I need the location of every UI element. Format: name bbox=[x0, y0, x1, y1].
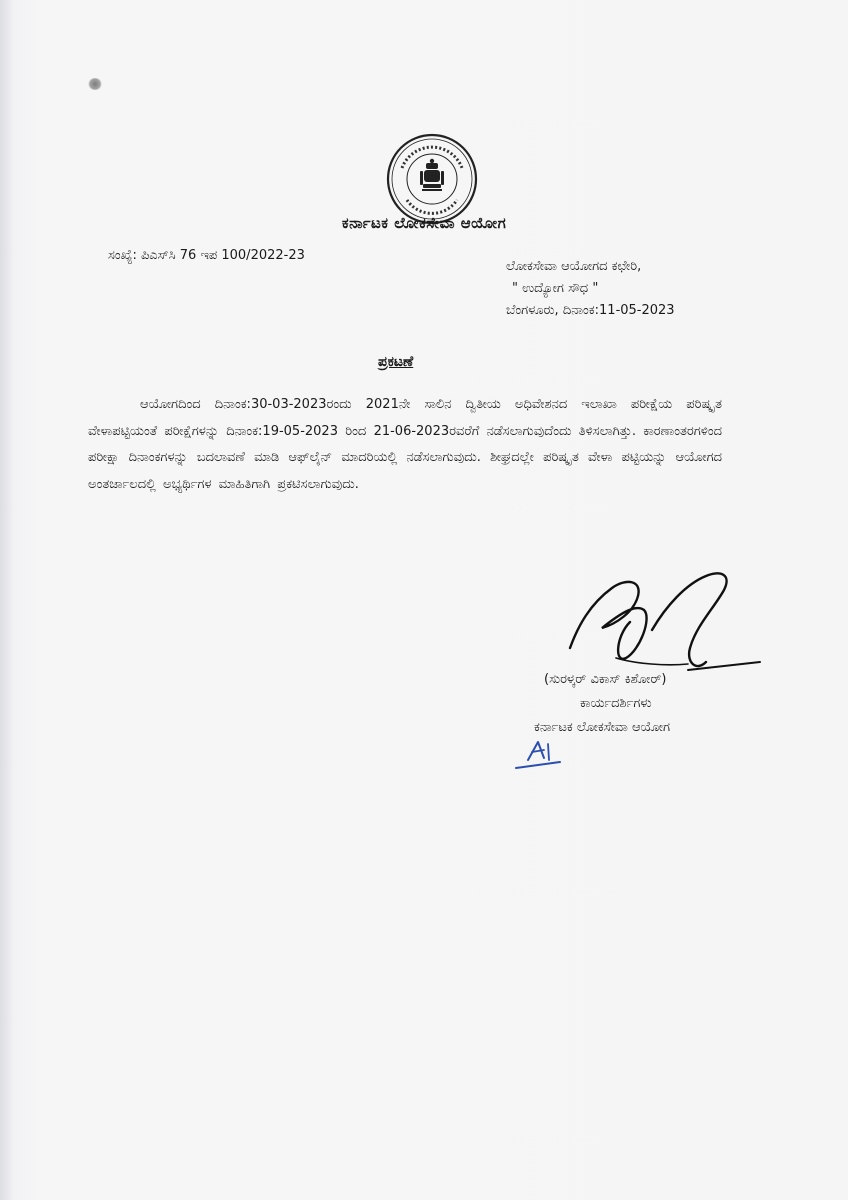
signatory-name: (ಸುರಳ್ಕರ್ ವಿಕಾಸ್ ಕಿಶೋರ್) bbox=[544, 672, 667, 687]
signatory-block bbox=[528, 668, 758, 740]
notice-title: ಪ್ರಕಟಣೆ bbox=[378, 354, 414, 370]
office-line-1: ಲೋಕಸೇವಾ ಆಯೋಗದ ಕಛೇರಿ, bbox=[506, 259, 642, 274]
organization-heading: ಕರ್ನಾಟಕ ಲೋಕಸೇವಾ ಆಯೋಗ bbox=[341, 214, 507, 232]
punch-hole bbox=[88, 78, 102, 90]
reference-number: ಸಂಖ್ಯೆ: ಪಿಎಸ್‌ಸಿ 76 ಇಪ 100/2022-23 bbox=[108, 248, 305, 263]
karnataka-emblem-icon bbox=[420, 159, 444, 191]
commission-seal bbox=[385, 132, 479, 226]
signatory-organization: ಕರ್ನಾಟಕ ಲೋಕಸೇವಾ ಆಯೋಗ bbox=[534, 720, 671, 735]
place-date: ಬೆಂಗಳೂರು, ದಿನಾಂಕ:11-05-2023 bbox=[506, 303, 675, 318]
office-address-block bbox=[506, 256, 721, 322]
office-line-2: " ಉದ್ಯೋಗ ಸೌಧ " bbox=[512, 281, 599, 296]
handwritten-initials bbox=[512, 738, 564, 770]
notice-body: ಆಯೋಗದಿಂದ ದಿನಾಂಕ:30-03-2023ರಂದು 2021ನೇ ಸಾಲಿನ ದ್ವಿತೀಯ ಅಧಿವೇಶನದ ಇಲಾಖಾ ಪರೀಕ್ಷೆಯ ಪರಿಷ್ಕೃತ ವೇಳಾಪಟ್ಟಿಯಂತೆ ಪರೀಕ್ಷೆಗಳನ್ನು ದಿನಾಂಕ:19-05-2023 ರಿಂದ 21-06-2023ರವರೆಗೆ ನಡೆಸಲಾಗುವುದೆಂದು ತಿಳಿಸಲಾಗಿತ್ತು. ಕಾರಣಾಂತರಗಳಿಂದ ಪರೀಕ್ಷಾ ದಿನಾಂಕಗಳನ್ನು ಬದಲಾವಣೆ ಮಾಡಿ ಆಫ್‌ಲೈನ್ ಮಾದರಿಯಲ್ಲಿ ನಡೆಸಲಾಗುವುದು. ಶೀಘ್ರದಲ್ಲೇ ಪರಿಷ್ಕೃತ ವೇಳಾ ಪಟ್ಟಿಯನ್ನು ಆಯೋಗದ ಅಂತರ್ಜಾಲದಲ್ಲಿ ಅಭ್ಯರ್ಥಿಗಳ ಮಾಹಿತಿಗಾಗಿ ಪ್ರಕಟಿಸಲಾಗುವುದು. bbox=[88, 397, 722, 492]
signatory-designation: ಕಾರ್ಯದರ್ಶಿಗಳು bbox=[580, 696, 652, 711]
